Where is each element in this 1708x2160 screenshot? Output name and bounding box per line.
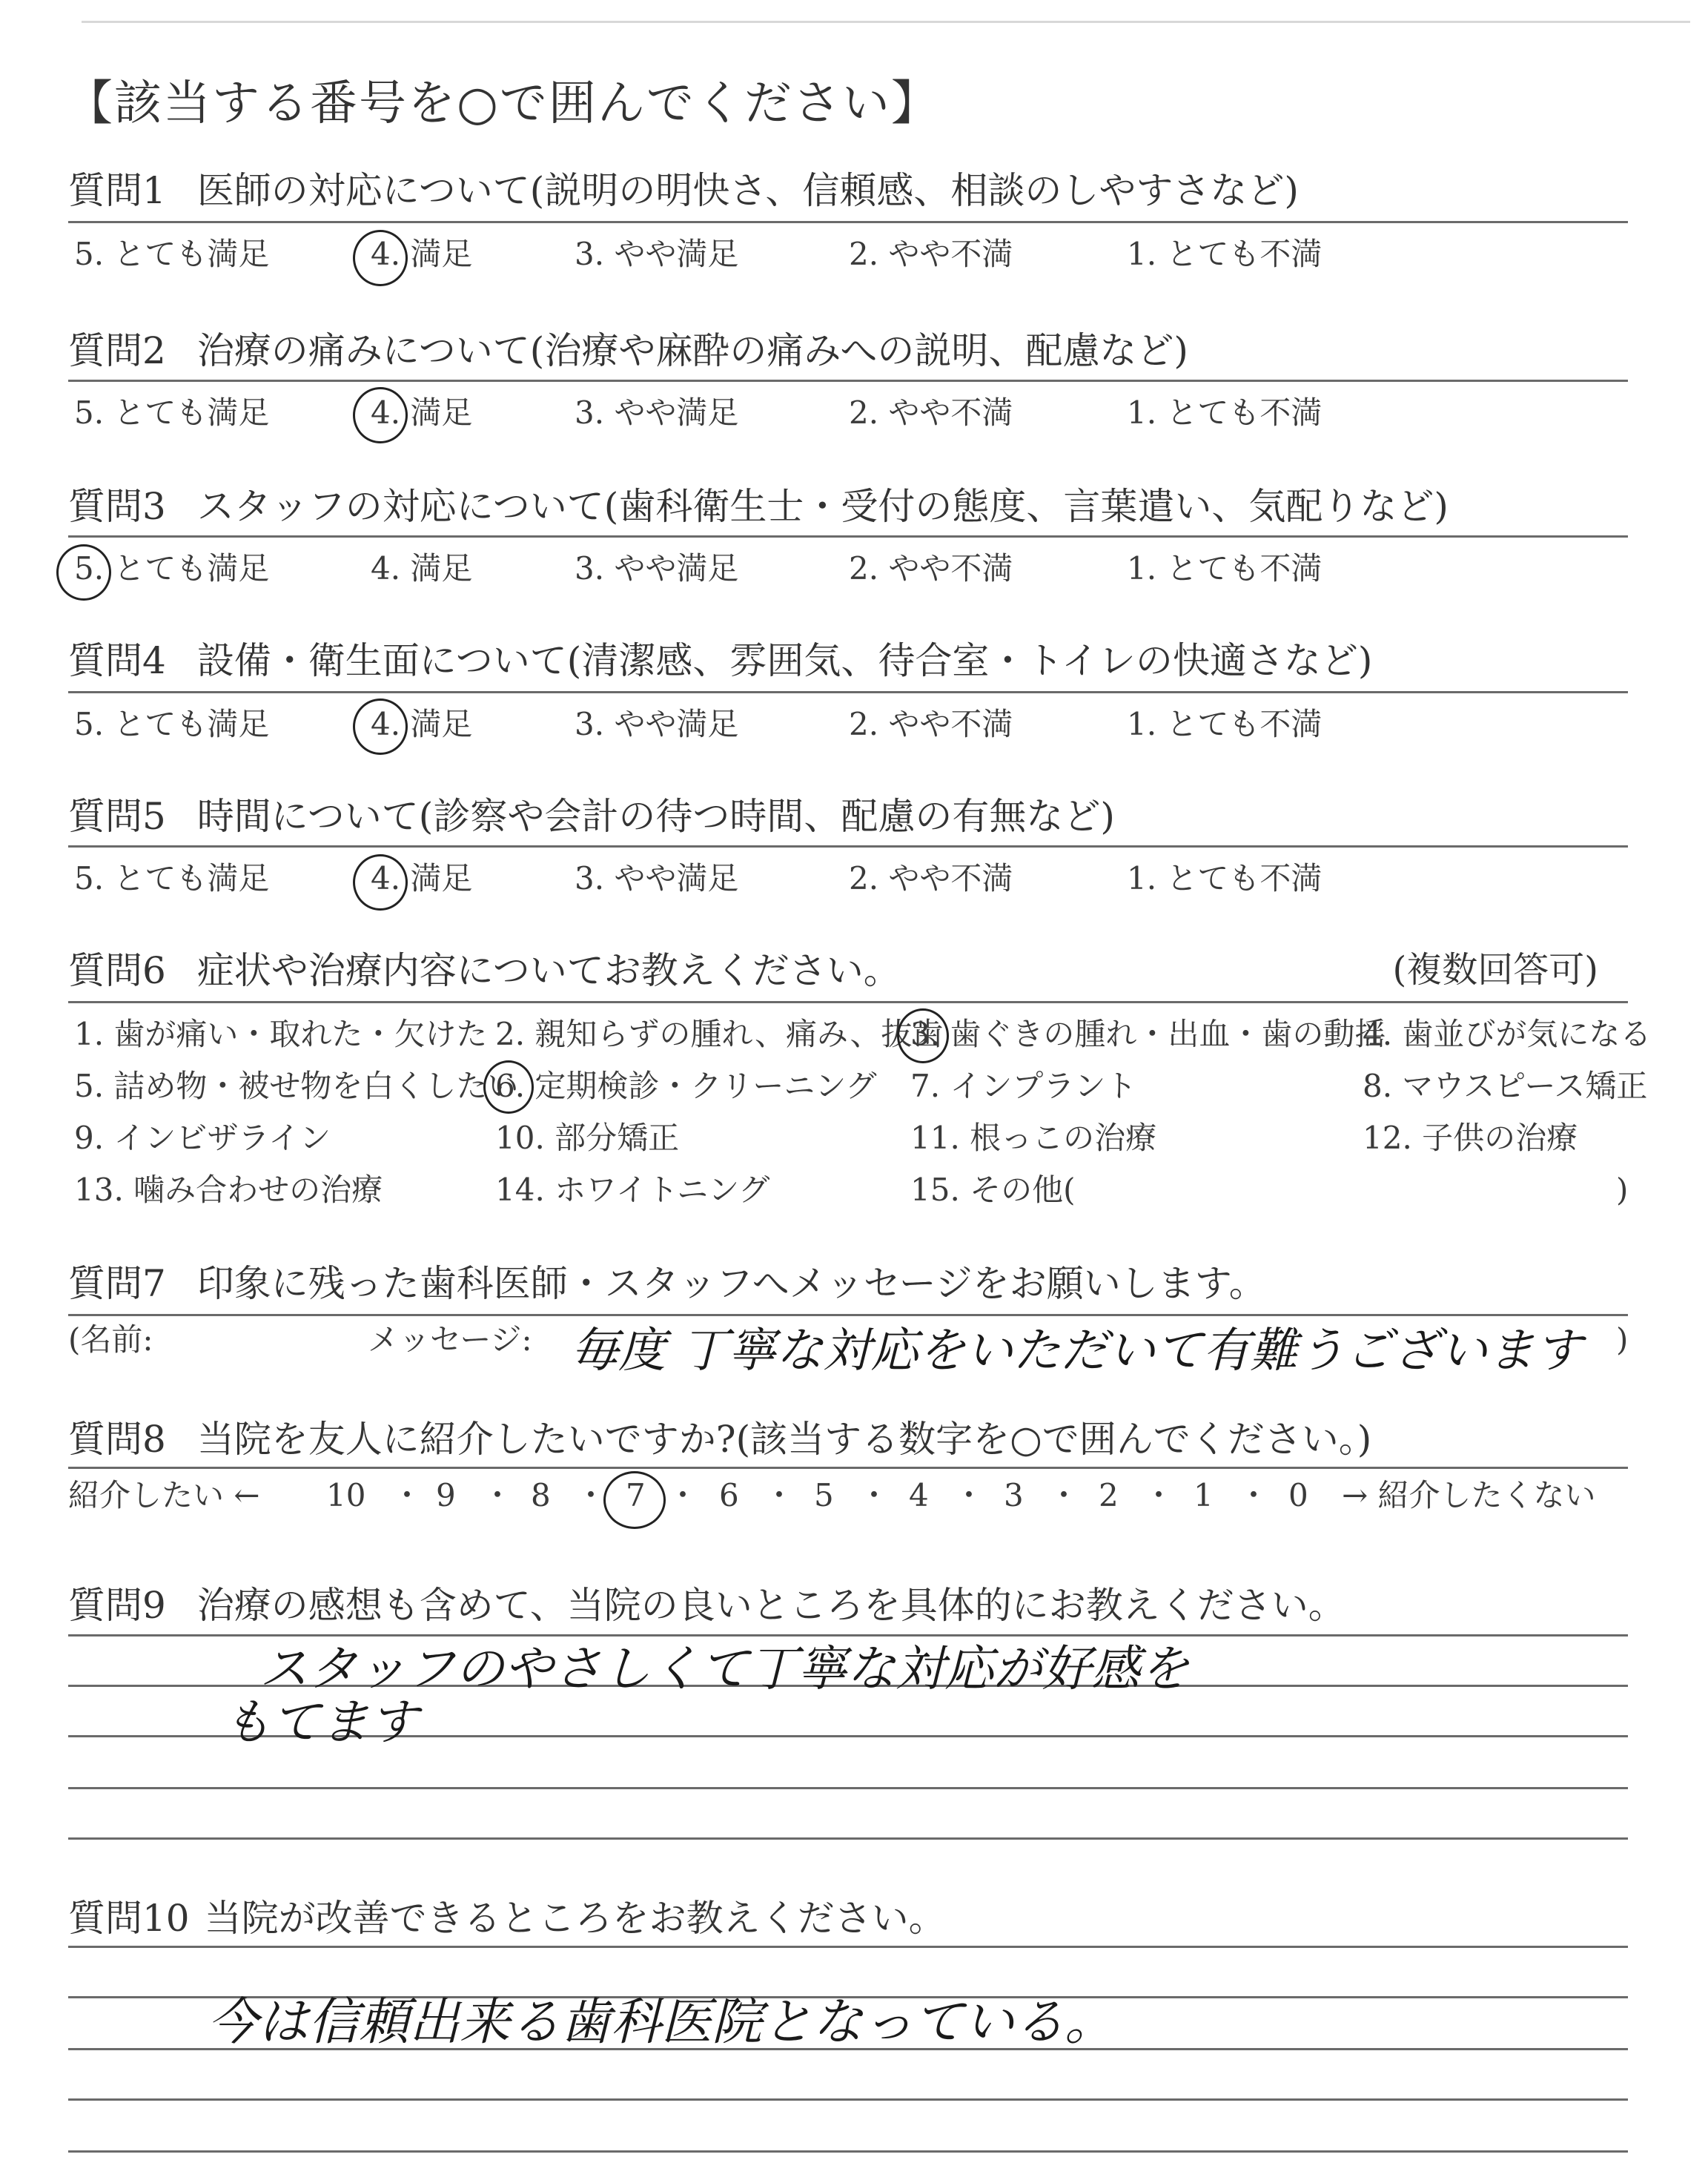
q4-option-3[interactable]: 3. やや満足 <box>575 706 739 742</box>
q6-item-15[interactable]: 15. その他( <box>910 1172 1076 1208</box>
q5-option-4[interactable]: 4. 満足 <box>371 860 473 896</box>
q6-item-15-close: ) <box>1616 1172 1629 1208</box>
q8-dot: ・ <box>391 1477 423 1513</box>
q10-line-5 <box>68 2150 1628 2153</box>
q6-item-6[interactable]: 6. 定期検診・クリーニング <box>495 1068 877 1104</box>
q1-option-4[interactable]: 4. 満足 <box>371 236 473 272</box>
q8-dot: ・ <box>575 1477 607 1513</box>
q8-dot: ・ <box>1238 1477 1270 1513</box>
q10-number: 質問10 <box>68 1897 190 1940</box>
q7-name-label: (名前: <box>68 1321 153 1358</box>
q6-item-12[interactable]: 12. 子供の治療 <box>1363 1120 1578 1156</box>
q7-close-paren: ) <box>1616 1321 1629 1358</box>
q6-title <box>68 949 901 992</box>
q8-scale-9[interactable]: 9 <box>436 1477 456 1513</box>
q2-number: 質問2 <box>68 329 166 372</box>
q8-title <box>68 1418 1372 1461</box>
q5-text: 時間について(診察や会計の待つ時間、配慮の有無など) <box>196 795 1115 838</box>
q9-handwritten-line-1: スタッフのやさしくて丁寧な対応が好感を <box>259 1640 1189 1697</box>
q7-text: 印象に残った歯科医師・スタッフへメッセージをお願いします。 <box>196 1262 1266 1305</box>
q6-rule <box>68 1001 1628 1003</box>
q8-right-label: → 紹介したくない <box>1342 1477 1596 1513</box>
q3-number: 質問3 <box>68 485 166 528</box>
q6-item-11[interactable]: 11. 根っこの治療 <box>910 1120 1157 1156</box>
q3-text: スタッフの対応について(歯科衛生士・受付の態度、言葉遣い、気配りなど) <box>196 485 1449 528</box>
q8-scale-7[interactable]: 7 <box>626 1477 646 1513</box>
q8-dot: ・ <box>764 1477 795 1513</box>
q8-dot: ・ <box>1048 1477 1080 1513</box>
q3-option-4[interactable]: 4. 満足 <box>371 550 473 587</box>
q2-selected-circle <box>353 387 408 443</box>
q2-option-5[interactable]: 5. とても満足 <box>74 394 270 431</box>
q1-text: 医師の対応について(説明の明快さ、信頼感、相談のしやすさなど) <box>196 169 1299 212</box>
q5-rule <box>68 845 1628 848</box>
q10-line-1 <box>68 1946 1628 1948</box>
q7-message-label: メッセージ: <box>368 1321 532 1358</box>
top-rule <box>82 21 1690 23</box>
q6-item-1[interactable]: 1. 歯が痛い・取れた・欠けた <box>74 1016 488 1052</box>
q9-title <box>68 1584 1345 1627</box>
q1-title <box>68 169 1299 212</box>
q3-rule <box>68 535 1628 538</box>
q6-item-7[interactable]: 7. インプラント <box>910 1068 1137 1104</box>
q9-line-1 <box>68 1634 1628 1636</box>
q6-item-14[interactable]: 14. ホワイトニング <box>495 1172 770 1208</box>
q9-text: 治療の感想も含めて、当院の良いところを具体的にお教えください。 <box>196 1584 1345 1627</box>
q4-rule <box>68 691 1628 693</box>
q8-dot: ・ <box>1143 1477 1175 1513</box>
q4-number: 質問4 <box>68 639 166 682</box>
q6-selected-circle-6 <box>483 1060 534 1114</box>
q4-option-5[interactable]: 5. とても満足 <box>74 706 270 742</box>
q3-option-1[interactable]: 1. とても不満 <box>1127 550 1323 587</box>
q9-line-5 <box>68 1837 1628 1840</box>
q8-left-label: 紹介したい ← <box>68 1477 260 1513</box>
q1-number: 質問1 <box>68 169 166 212</box>
q6-item-13[interactable]: 13. 噛み合わせの治療 <box>74 1172 383 1208</box>
q5-option-3[interactable]: 3. やや満足 <box>575 860 739 896</box>
q2-option-3[interactable]: 3. やや満足 <box>575 394 739 431</box>
q7-handwritten-message: 毎度 丁寧な対応をいただいて有難うございます <box>571 1324 1583 1378</box>
q10-handwritten-answer: 今は信頼出来る歯科医院となっている。 <box>208 1993 1116 2052</box>
q1-option-2[interactable]: 2. やや不満 <box>849 236 1013 272</box>
q5-number: 質問5 <box>68 795 166 838</box>
q6-item-8[interactable]: 8. マウスピース矯正 <box>1363 1068 1648 1104</box>
q3-selected-circle <box>56 544 111 601</box>
q1-option-5[interactable]: 5. とても満足 <box>74 236 270 272</box>
q4-option-4[interactable]: 4. 満足 <box>371 706 473 742</box>
q8-dot: ・ <box>667 1477 699 1513</box>
q6-item-9[interactable]: 9. インビザライン <box>74 1120 331 1156</box>
q3-option-2[interactable]: 2. やや不満 <box>849 550 1013 587</box>
q2-rule <box>68 380 1628 382</box>
q10-text: 当院が改善できるところをお教えください。 <box>204 1897 946 1940</box>
q5-title <box>68 795 1115 838</box>
q8-selected-circle <box>603 1471 666 1529</box>
q8-scale-0[interactable]: 0 <box>1288 1477 1308 1513</box>
q4-text: 設備・衛生面について(清潔感、雰囲気、待合室・トイレの快適さなど) <box>196 639 1373 682</box>
q4-selected-circle <box>353 698 408 755</box>
q6-selected-circle-3 <box>897 1008 949 1063</box>
q2-option-4[interactable]: 4. 満足 <box>371 394 473 431</box>
q1-rule <box>68 221 1628 223</box>
q8-scale-8[interactable]: 8 <box>531 1477 551 1513</box>
q8-text: 当院を友人に紹介したいですか?(該当する数字を○で囲んでください。) <box>196 1418 1372 1461</box>
form-heading: 【該当する番号を○で囲んでください】 <box>65 76 940 131</box>
q2-title <box>68 329 1188 372</box>
q5-option-2[interactable]: 2. やや不満 <box>849 860 1013 896</box>
q1-selected-circle <box>353 230 408 286</box>
q8-dot: ・ <box>858 1477 890 1513</box>
q6-multiple-note: (複数回答可) <box>1392 949 1598 991</box>
q8-dot: ・ <box>953 1477 985 1513</box>
q3-option-3[interactable]: 3. やや満足 <box>575 550 739 587</box>
q6-item-3[interactable]: 3. 歯ぐきの腫れ・出血・歯の動揺 <box>910 1016 1386 1052</box>
q8-scale-10[interactable]: 10 <box>326 1477 366 1513</box>
q5-selected-circle <box>353 854 408 911</box>
q9-handwritten-line-2: もてます <box>222 1694 418 1751</box>
q8-scale-2[interactable]: 2 <box>1099 1477 1119 1513</box>
q8-scale-4[interactable]: 4 <box>909 1477 929 1513</box>
q7-title <box>68 1262 1266 1305</box>
q2-option-2[interactable]: 2. やや不満 <box>849 394 1013 431</box>
q9-line-4 <box>68 1787 1628 1789</box>
q2-option-1[interactable]: 1. とても不満 <box>1127 394 1323 431</box>
q4-option-2[interactable]: 2. やや不満 <box>849 706 1013 742</box>
q6-text: 症状や治療内容についてお教えください。 <box>196 949 901 992</box>
q5-option-1[interactable]: 1. とても不満 <box>1127 860 1323 896</box>
q2-text: 治療の痛みについて(治療や麻酔の痛みへの説明、配慮など) <box>196 329 1188 372</box>
q9-number: 質問9 <box>68 1584 166 1627</box>
q3-title <box>68 485 1449 528</box>
q6-number: 質問6 <box>68 949 166 992</box>
q8-rule <box>68 1467 1628 1469</box>
q6-item-5[interactable]: 5. 詰め物・被せ物を白くしたい <box>74 1068 519 1104</box>
q8-scale-3[interactable]: 3 <box>1004 1477 1024 1513</box>
q1-option-3[interactable]: 3. やや満足 <box>575 236 739 272</box>
q4-title <box>68 639 1373 682</box>
q8-scale-1[interactable]: 1 <box>1194 1477 1214 1513</box>
q7-rule <box>68 1314 1628 1316</box>
q8-scale-6[interactable]: 6 <box>719 1477 739 1513</box>
q1-option-1[interactable]: 1. とても不満 <box>1127 236 1323 272</box>
q4-option-1[interactable]: 1. とても不満 <box>1127 706 1323 742</box>
q3-option-5[interactable]: 5. とても満足 <box>74 550 270 587</box>
q7-number: 質問7 <box>68 1262 166 1305</box>
q8-scale-5[interactable]: 5 <box>814 1477 834 1513</box>
q8-number: 質問8 <box>68 1418 166 1461</box>
q10-title <box>68 1897 946 1940</box>
q6-item-4[interactable]: 4. 歯並びが気になる <box>1363 1016 1652 1052</box>
q8-dot: ・ <box>482 1477 514 1513</box>
q6-item-10[interactable]: 10. 部分矯正 <box>495 1120 680 1156</box>
q5-option-5[interactable]: 5. とても満足 <box>74 860 270 896</box>
q10-line-4 <box>68 2098 1628 2101</box>
q6-item-2[interactable]: 2. 親知らずの腫れ、痛み、抜歯 <box>495 1016 944 1052</box>
